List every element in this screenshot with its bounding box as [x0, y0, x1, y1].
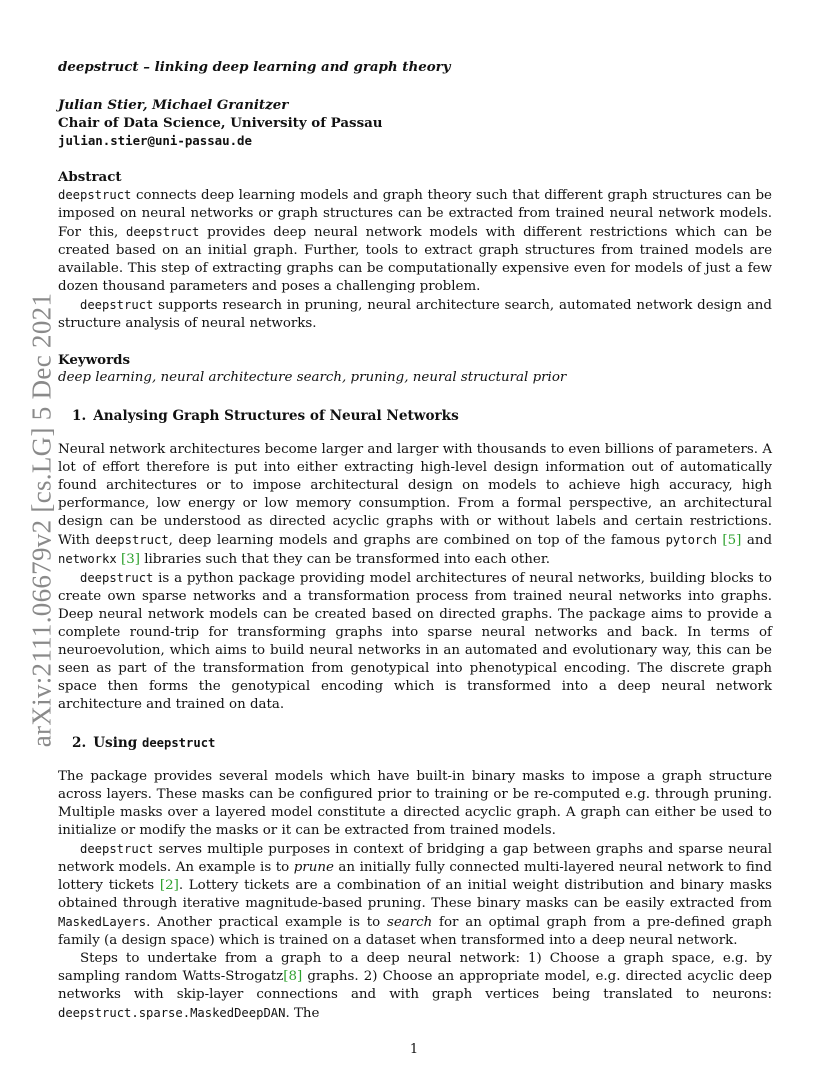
abstract-heading: Abstract [58, 169, 122, 185]
inline-code: deepstruct [95, 533, 169, 547]
inline-code: deepstruct [80, 298, 154, 312]
body-text: . The [285, 1006, 320, 1021]
section-number: 2. [72, 735, 87, 751]
citation-link[interactable]: [5] [722, 533, 742, 548]
section-1-heading [72, 407, 772, 425]
body-text: . Lottery tickets are a combination of an initial weight distribution and binary masks obtained through iterative magnitude-based pruning. These binary masks can be easily extracted from [58, 878, 772, 911]
arxiv-sidebar-stamp: arXiv:2111.06679v2 [cs.LG] 5 Dec 2021 [26, 292, 57, 748]
keywords-heading: Keywords [58, 352, 131, 368]
abstract-text: supports research in pruning, neural architecture search, automated network design and structure analysis of neural networks. [58, 298, 772, 331]
citation-link[interactable]: [3] [120, 552, 140, 567]
author-list: Julian Stier, Michael Granitzer [58, 97, 289, 113]
keywords-list: deep learning, neural architecture search, pruning, neural structural prior [58, 370, 567, 385]
citation-link[interactable]: [2] [159, 878, 179, 893]
body-text: an initially fully connected multi-layered neural network to find lottery tickets [58, 860, 772, 893]
inline-code: deepstruct.sparse.MaskedDeepDAN [58, 1006, 286, 1020]
inline-code: deepstruct [58, 188, 132, 202]
body-text: serves multiple purposes in context of bridging a gap between graphs and sparse neural network models. An example is to [58, 842, 772, 875]
section-1-paragraph-1 [58, 441, 772, 569]
inline-code: deepstruct [126, 225, 200, 239]
author-email[interactable]: julian.stier@uni-passau.de [58, 133, 252, 148]
abstract-paragraph-2 [58, 296, 772, 333]
inline-code: deepstruct [80, 842, 154, 856]
body-text: libraries such that they can be transformed into each other. [139, 552, 551, 567]
inline-code: pytorch [665, 533, 717, 547]
inline-code: deepstruct [142, 736, 216, 750]
abstract-text: connects deep learning models and graph theory such that different graph structures can be imposed on neural networks or graph structures can be extracted from trained neural network models. For this, [58, 188, 772, 240]
body-text: . Another practical example is to [146, 915, 387, 930]
body-text: Steps to undertake from a graph to a deep neural network: 1) Choose a graph space, e.g. by sampling random Watts-Strogatz [58, 951, 772, 984]
abstract-paragraph-1 [58, 186, 772, 296]
section-2-paragraph-3 [58, 950, 772, 1023]
section-2-paragraph-1: The package provides several models which have built-in binary masks to impose a graph structure across layers. These masks can be configured prior to training or be re-computed e.g. through pruning. Multiple masks over a layered model constitute a directed acyclic graph. A graph can either be used to initialize or modify the masks or it can be extracted from trained models. [58, 769, 772, 838]
body-text: is a python package providing model architectures of neural networks, building blocks to create own sparse networks and a transformation process from trained neural networks into graphs. Deep neural network models can be created based on directed graphs. The package aims to provide a complete round-trip for transforming graphs into sparse neural networks and back. In terms of neuroevolution, which aims to build neural networks in an automated and evolutionary way, this can be seen as part of the transformation from genotypical into phenotypical encoding. The discrete graph space then forms the genotypical encoding which is transformed into a deep neural network architecture and trained on data. [58, 571, 772, 712]
section-title: Using [93, 735, 142, 751]
abstract-text: provides deep neural network models with different restrictions which can be created based on an initial graph. Further, tools to extract graph structures from trained models are available. This step of extracting graphs can be computationally expensive even for models of just a few dozen thousand parameters and poses a challenging problem. [58, 225, 772, 294]
inline-code: MaskedLayers [58, 915, 147, 929]
body-text: and [741, 533, 773, 548]
section-2-heading [72, 734, 772, 752]
section-1-paragraph-2 [58, 569, 772, 714]
section-title: Analysing Graph Structures of Neural Networks [93, 408, 459, 424]
emphasis: search [386, 915, 433, 930]
inline-code: networkx [58, 552, 117, 566]
body-text: graphs. 2) Choose an appropriate model, e.g. directed acyclic deep networks with skip-layer connections and with graph vertices being translated to neurons: [58, 969, 772, 1002]
inline-code: deepstruct [80, 571, 154, 585]
body-text: Neural network architectures become larger and larger with thousands to even billions of parameters. A lot of effort therefore is put into either extracting high-level design information out of automatically found architectures or to impose architectural design on models to achieve high accuracy, high performance, low energy or low memory consumption. From a formal perspective, an architectural design can be understood as directed acyclic graphs with or without labels and certain restrictions. With [58, 442, 772, 548]
running-title: deepstruct – linking deep learning and graph theory [58, 59, 451, 75]
body-text: for an optimal graph from a pre-defined graph family (a design space) which is trained on a dataset when transformed into a deep neural network. [58, 915, 772, 948]
paper-content [58, 58, 772, 1023]
affiliation: Chair of Data Science, University of Passau [58, 115, 383, 131]
body-text: , deep learning models and graphs are combined on top of the famous [168, 533, 666, 548]
section-2-paragraph-2 [58, 840, 772, 950]
page-number: 1 [409, 1042, 419, 1057]
citation-link[interactable]: [8] [283, 969, 303, 984]
section-number: 1. [72, 408, 87, 424]
emphasis: prune [293, 860, 334, 875]
